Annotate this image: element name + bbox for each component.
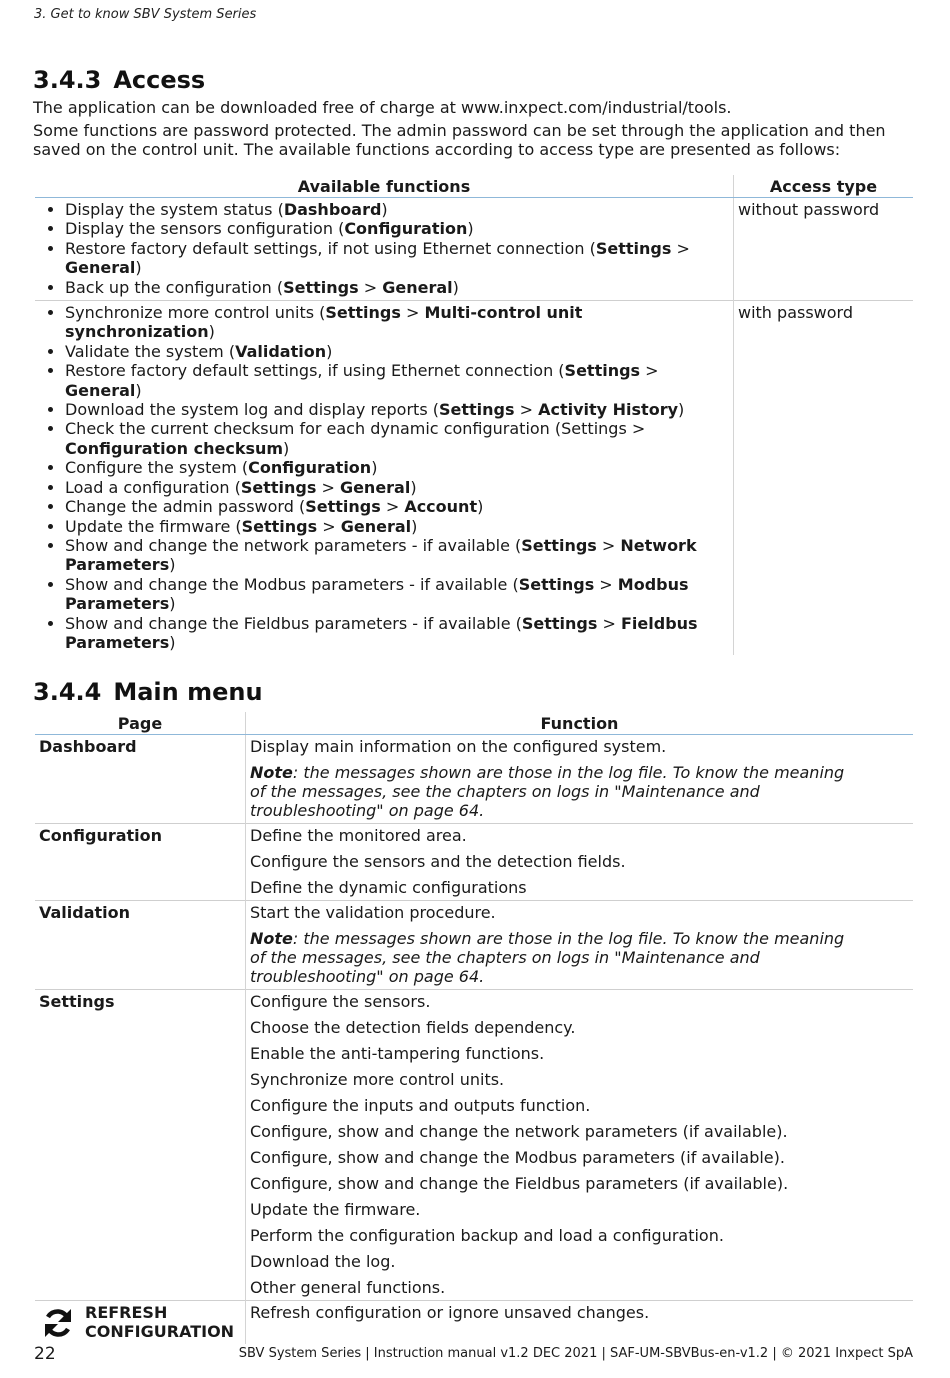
function-text: Choose the detection fields dependency. (250, 1018, 576, 1038)
item-text: Check the current checksum for each dynamic configuration (Settings > (65, 419, 646, 439)
menu-path-text: Multi-control unit synchronization (65, 303, 583, 342)
function-list-item (65, 278, 729, 297)
access-type-cell: with password (734, 301, 914, 656)
function-list-item (65, 458, 729, 477)
section-number: 3.4.3 (33, 66, 102, 94)
item-text: Load a configuration ( (65, 477, 241, 497)
item-text: > (640, 361, 659, 381)
item-text: Restore factory default settings, if not using Ethernet connection ( (65, 238, 596, 258)
function-text: Configure the inputs and outputs function. (250, 1096, 591, 1116)
note-text (250, 763, 909, 820)
main-menu-header-row (35, 712, 913, 735)
col-header-page: Page (35, 712, 246, 735)
function-text: Enable the anti-tampering functions. (250, 1044, 545, 1064)
item-text: Show and change the Modbus parameters - if available ( (65, 574, 519, 594)
item-text: Configure the system ( (65, 458, 249, 478)
main-menu-table (35, 712, 913, 1344)
section-heading-access (33, 66, 913, 94)
refresh-config-label (85, 1303, 234, 1341)
note-label: Note (250, 929, 293, 949)
main-menu-row (35, 824, 913, 901)
item-text: Display the sensors configuration ( (65, 219, 345, 239)
item-text: Update the firmware ( (65, 516, 242, 536)
note-body: : the messages shown are those in the log file. To know the meaning of the messages, see the chapters on logs in "Maintenance and troubleshooting" on page 64. (250, 929, 845, 987)
menu-path-text: Settings (518, 574, 595, 594)
refresh-label-line: REFRESH (85, 1303, 168, 1323)
menu-path-text: General (65, 380, 136, 400)
function-text: Download the log. (250, 1252, 396, 1272)
function-text: Perform the configuration backup and load a configuration. (250, 1226, 724, 1246)
menu-path-text: General (65, 258, 136, 278)
function-list-item (65, 400, 729, 419)
menu-path-text: Settings (595, 238, 672, 258)
function-list-item (65, 303, 729, 342)
functions-cell (35, 198, 734, 301)
function-cell (246, 824, 914, 901)
menu-path-text: Settings (521, 613, 598, 633)
footer-text: SBV System Series | Instruction manual v1.2 DEC 2021 | SAF-UM-SBVBus-en-v1.2 | © 2021 Inxpect SpA (238, 1346, 913, 1361)
function-text: Start the validation procedure. (250, 903, 496, 923)
access-table (35, 175, 913, 655)
function-text: Define the monitored area. (250, 826, 467, 846)
menu-path-text: Settings (240, 477, 317, 497)
function-text: Synchronize more control units. (250, 1070, 505, 1090)
item-text: ) (283, 438, 290, 458)
access-paragraph-2: Some functions are password protected. The admin password can be set through the application and then saved on the control unit. The available functions according to access type are presented as follows: (33, 121, 886, 159)
item-text: ) (410, 477, 417, 497)
item-text: ) (208, 322, 215, 342)
main-menu-row (35, 990, 913, 1301)
item-text: ) (467, 219, 474, 239)
item-text: Download the system log and display reports ( (65, 400, 439, 420)
item-text: Show and change the Fieldbus parameters - if available ( (65, 613, 522, 633)
item-text: ) (135, 380, 142, 400)
menu-path-text: Dashboard (283, 200, 382, 219)
access-table-header-row (35, 175, 913, 198)
function-text: Other general functions. (250, 1278, 446, 1298)
item-text: ) (169, 632, 176, 652)
function-list-item (65, 361, 729, 400)
access-table-row (35, 198, 913, 301)
item-text: > (671, 238, 690, 258)
section-heading-main-menu (33, 678, 913, 706)
menu-path-text: Settings (325, 303, 401, 323)
item-text: Change the admin password ( (65, 497, 306, 517)
function-text: Update the firmware. (250, 1200, 421, 1220)
function-text: Configure the sensors and the detection fields. (250, 852, 626, 872)
function-list-item (65, 517, 729, 536)
function-text: Define the dynamic configurations (250, 878, 527, 898)
function-text: Configure, show and change the Modbus parameters (if available). (250, 1148, 785, 1168)
menu-path-text: Configuration (248, 458, 372, 478)
menu-path-text: Configuration checksum (65, 438, 284, 458)
footer-page-number: 22 (34, 1344, 56, 1364)
function-list (39, 200, 729, 297)
item-text: ) (381, 200, 388, 219)
function-list-item (65, 478, 729, 497)
col-header-available-functions: Available functions (35, 175, 734, 198)
function-cell (246, 1301, 914, 1345)
menu-path-text: Activity History (538, 400, 679, 420)
function-list-item (65, 614, 729, 653)
menu-path-text: Configuration (344, 219, 468, 239)
page-name-cell: Configuration (35, 824, 246, 901)
item-text: > (594, 574, 618, 594)
menu-path-text: Settings (438, 400, 515, 420)
menu-path-text: Settings (241, 516, 318, 536)
item-text: Back up the configuration ( (65, 277, 284, 297)
item-text: > (316, 477, 340, 497)
menu-path-text: Settings (564, 361, 641, 381)
section-number: 3.4.4 (33, 678, 102, 707)
menu-path-text: Modbus Parameters (65, 574, 689, 614)
item-text: Synchronize more control units ( (65, 303, 326, 323)
running-header: 3. Get to know SBV System Series (34, 7, 257, 22)
item-text: Display the system status ( (65, 200, 284, 219)
function-cell (246, 990, 914, 1301)
page-name-cell (35, 1301, 246, 1345)
access-type-cell: without password (734, 198, 914, 301)
item-text: Restore factory default settings, if using Ethernet connection ( (65, 361, 565, 381)
item-text: ) (411, 516, 418, 536)
section-title: Main menu (113, 678, 263, 707)
access-table-row (35, 301, 913, 656)
function-list-item (65, 219, 729, 238)
function-cell (246, 735, 914, 824)
col-header-access-type: Access type (734, 175, 914, 198)
item-text: ) (169, 555, 176, 575)
item-text: ) (135, 258, 142, 278)
menu-path-text: Account (404, 497, 478, 517)
function-list-item (65, 239, 729, 278)
item-text: ) (452, 277, 459, 297)
function-text: Refresh configuration or ignore unsaved changes. (250, 1303, 650, 1323)
access-table-body (35, 198, 913, 656)
page-name-cell: Dashboard (39, 737, 137, 757)
item-text: ) (477, 497, 484, 517)
section-title: Access (113, 66, 206, 94)
menu-path-text: Settings (521, 535, 597, 555)
function-text: Configure, show and change the Fieldbus parameters (if available). (250, 1174, 789, 1194)
main-menu-table-body (35, 735, 913, 1345)
refresh-icon (41, 1306, 75, 1340)
menu-path-text: General (382, 277, 453, 297)
page-content (33, 66, 913, 1344)
page-name-cell: Validation (35, 901, 246, 990)
menu-path-text: Fieldbus Parameters (65, 613, 698, 652)
item-text: > (597, 613, 621, 633)
function-text: Configure, show and change the network parameters (if available). (250, 1122, 788, 1142)
note-text (250, 929, 909, 986)
item-text: Show and change the network parameters - if available ( (65, 535, 522, 555)
note-body: : the messages shown are those in the log file. To know the meaning of the messages, see the chapters on logs in "Maintenance and troubleshooting" on page 64. (250, 763, 845, 821)
item-text: > (380, 497, 405, 517)
access-paragraph-1: The application can be downloaded free of charge at www.inxpect.com/industrial/tools. (33, 98, 732, 117)
item-text: ) (678, 400, 685, 420)
function-text: Display main information on the configured system. (250, 737, 667, 757)
functions-cell (35, 301, 734, 656)
item-text: > (317, 516, 341, 536)
main-menu-row (35, 735, 913, 824)
item-text: > (358, 277, 383, 297)
item-text: ) (371, 458, 378, 478)
function-cell (246, 901, 914, 990)
function-list-item (65, 497, 729, 516)
item-text: > (514, 400, 539, 420)
menu-path-text: Network Parameters (65, 535, 697, 575)
refresh-label (39, 1303, 241, 1341)
item-text: ) (326, 341, 333, 361)
function-text: Configure the sensors. (250, 992, 431, 1012)
note-label: Note (250, 763, 293, 783)
function-list-item (65, 419, 729, 458)
page-name-cell: Settings (35, 990, 246, 1301)
function-list-item (65, 342, 729, 361)
col-header-function: Function (246, 712, 914, 735)
menu-path-text: Settings (305, 497, 381, 517)
refresh-label-line: CONFIGURATION (85, 1322, 235, 1342)
menu-path-text: Validation (235, 341, 327, 361)
item-text: Validate the system ( (65, 341, 236, 361)
function-list (39, 303, 729, 652)
menu-path-text: Settings (283, 277, 359, 297)
item-text: ) (169, 594, 176, 614)
function-list-item (65, 536, 729, 575)
item-text: > (596, 535, 621, 555)
main-menu-row-refresh (35, 1301, 913, 1345)
menu-path-text: General (340, 516, 412, 536)
menu-path-text: General (339, 477, 411, 497)
item-text: > (400, 303, 425, 323)
function-list-item (65, 200, 729, 219)
main-menu-row (35, 901, 913, 990)
function-list-item (65, 575, 729, 614)
